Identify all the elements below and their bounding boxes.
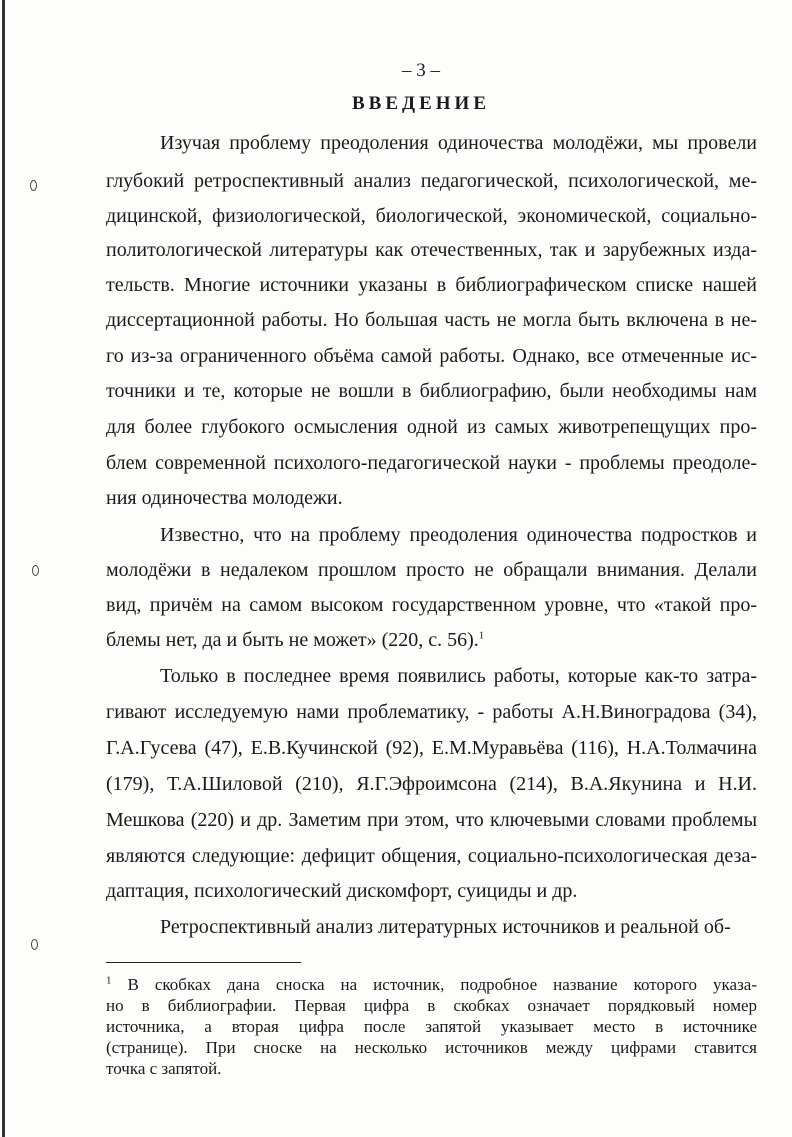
text-line: [106, 772, 757, 796]
text-line: [106, 204, 757, 228]
text-line-content: тельств. Многие источники указаны в библиографическом списке нашей: [106, 274, 757, 296]
text-line-content: блемы нет, да и быть не может» (220, с. 56).: [106, 629, 479, 651]
text-line-content: Г.А.Гусева (47), Е.В.Кучинской (92), Е.М.Муравьёва (116), Н.А.Толмачина: [106, 737, 757, 759]
text-line: [106, 700, 757, 724]
text-line-content: блем современной психолого-педагогической науки - проблемы преодоле-: [106, 452, 757, 474]
footnote-line-content: источника, а вторая цифра после запятой указывает место в источнике: [106, 1017, 757, 1036]
text-line-content: вид, причём на самом высоком государственном уровне, что «такой про-: [106, 594, 757, 616]
text-line: [106, 736, 757, 760]
footnote-line: [106, 1016, 757, 1037]
punch-mark: [30, 180, 37, 191]
punch-mark: [31, 939, 38, 950]
text-line: [106, 451, 757, 475]
text-line: [160, 131, 757, 155]
text-line: [106, 415, 757, 439]
section-title: ВВЕДЕНИЕ: [352, 93, 490, 114]
text-line: [160, 523, 757, 547]
footnote-line: [106, 995, 757, 1016]
footnote-line-content: но в библиографии. Первая цифра в скобках означает порядковый номер: [106, 996, 757, 1015]
text-line-content: являются следующие: дефицит общения, социально-психологическая деза-: [106, 845, 757, 867]
footnote-line: [106, 1058, 757, 1079]
text-line-content: политологической литературы как отечественных, так и зарубежных изда-: [106, 239, 757, 261]
text-line: [160, 915, 757, 939]
text-line-content: диссертационной работы. Но большая часть не могла быть включена в не-: [106, 309, 757, 331]
text-line-content: Известно, что на проблему преодоления одиночества подростков и: [160, 524, 757, 546]
footnote-rule: [106, 962, 301, 963]
text-line: [106, 344, 757, 368]
text-line-content: (179), Т.А.Шиловой (210), Я.Г.Эфроимсона (214), В.А.Якунина и Н.И.: [106, 773, 757, 795]
text-line: [106, 844, 757, 868]
text-line-content: Только в последнее время появились работы, которые как-то затра-: [160, 665, 757, 687]
footnote-line-content: В скобках дана сноска на источник, подробное название которого указа-: [127, 975, 757, 994]
text-line: [106, 379, 757, 403]
text-line: [106, 486, 757, 510]
footnote-line: [106, 1037, 757, 1058]
footnote-marker: 1: [106, 974, 112, 987]
text-line: [106, 238, 757, 262]
text-line: [106, 558, 757, 582]
footnote-line: [106, 974, 757, 995]
text-line: [106, 879, 757, 903]
text-line-content: Изучая проблему преодоления одиночества молодёжи, мы провели: [160, 132, 757, 154]
text-line-content: дицинской, физиологической, биологической, экономической, социально-: [106, 205, 757, 227]
text-line-content: глубокий ретроспективный анализ педагогической, психологической, ме-: [106, 170, 757, 192]
text-line-content: гивают исследуемую нами проблематику, - работы А.Н.Виноградова (34),: [106, 701, 757, 723]
text-line: [106, 273, 757, 297]
footnote-line-content: точка с запятой.: [106, 1059, 222, 1078]
text-line-content: Мешкова (220) и др. Заметим при этом, что ключевыми словами проблемы: [106, 809, 757, 831]
text-line-content: точники и те, которые не вошли в библиографию, были необходимы нам: [106, 380, 757, 402]
page-edge: [2, 0, 5, 1137]
text-line: [106, 593, 757, 617]
page-number: – 3 –: [402, 60, 440, 81]
footnote-reference: 1: [478, 629, 485, 642]
text-line-content: молодёжи в недалеком прошлом просто не обращали внимания. Делали: [106, 559, 757, 581]
text-line-content: ния одиночества молодежи.: [106, 487, 343, 509]
text-line-content: Ретроспективный анализ литературных источников и реальной об-: [160, 916, 731, 938]
text-line: [160, 664, 757, 688]
text-line-content: для более глубокого осмысления одной из самых животрепещущих про-: [106, 416, 757, 438]
footnote-line-content: (странице). При сноске на несколько источников между цифрами ставится: [106, 1038, 757, 1057]
text-line: [106, 628, 757, 652]
text-line-content: даптация, психологический дискомфорт, суициды и др.: [106, 880, 578, 902]
text-line-content: го из-за ограниченного объёма самой работы. Однако, все отмеченные ис-: [106, 345, 757, 367]
text-line: [106, 808, 757, 832]
punch-mark: [32, 565, 39, 576]
text-line: [106, 308, 757, 332]
text-line: [106, 169, 757, 193]
